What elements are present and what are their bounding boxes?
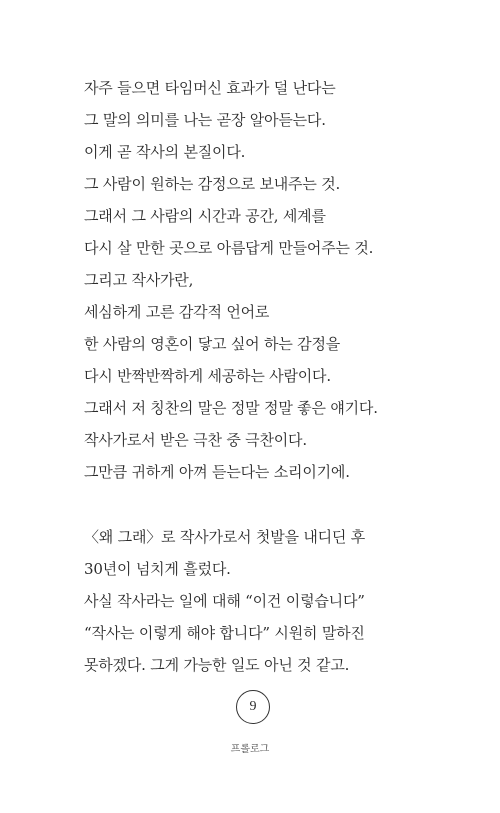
text-line: “작사는 이렇게 해야 합니다” 시원히 말하진 — [84, 624, 365, 642]
text-line: 다시 반짝반짝하게 세공하는 사람이다. — [84, 367, 331, 385]
text-line: 그 말의 의미를 나는 곧장 알아듣는다. — [84, 111, 326, 129]
text-line: 작사가로서 받은 극찬 중 극찬이다. — [84, 431, 307, 449]
text-line: 이게 곧 작사의 본질이다. — [84, 143, 246, 161]
text-line: 30년이 넘치게 흘렀다. — [84, 560, 231, 578]
paragraph-break — [84, 488, 444, 521]
text-line: 한 사람의 영혼이 닿고 싶어 하는 감정을 — [84, 335, 341, 353]
text-line: 그만큼 귀하게 아껴 듣는다는 소리이기에. — [84, 463, 350, 481]
text-line: 못하겠다. 그게 가능한 일도 아닌 것 같고. — [84, 656, 350, 674]
text-line: 사실 작사라는 일에 대해 “이건 이렇습니다” — [84, 592, 365, 610]
text-line: 〈왜 그래〉로 작사가로서 첫발을 내디딘 후 — [84, 528, 366, 546]
text-line: 그리고 작사가란, — [84, 271, 194, 289]
body-text — [84, 72, 444, 681]
text-line: 그래서 그 사람의 시간과 공간, 세계를 — [84, 207, 326, 225]
text-line: 그 사람이 원하는 감정으로 보내주는 것. — [84, 175, 341, 193]
text-line: 자주 들으면 타임머신 효과가 덜 난다는 — [84, 79, 336, 97]
text-line: 세심하게 고른 감각적 언어로 — [84, 303, 270, 321]
page-number: 9 — [236, 690, 270, 724]
section-title: 프롤로그 — [230, 744, 270, 755]
text-line: 다시 살 만한 곳으로 아름답게 만들어주는 것. — [84, 239, 374, 257]
text-line: 그래서 저 칭찬의 말은 정말 정말 좋은 얘기다. — [84, 399, 378, 417]
